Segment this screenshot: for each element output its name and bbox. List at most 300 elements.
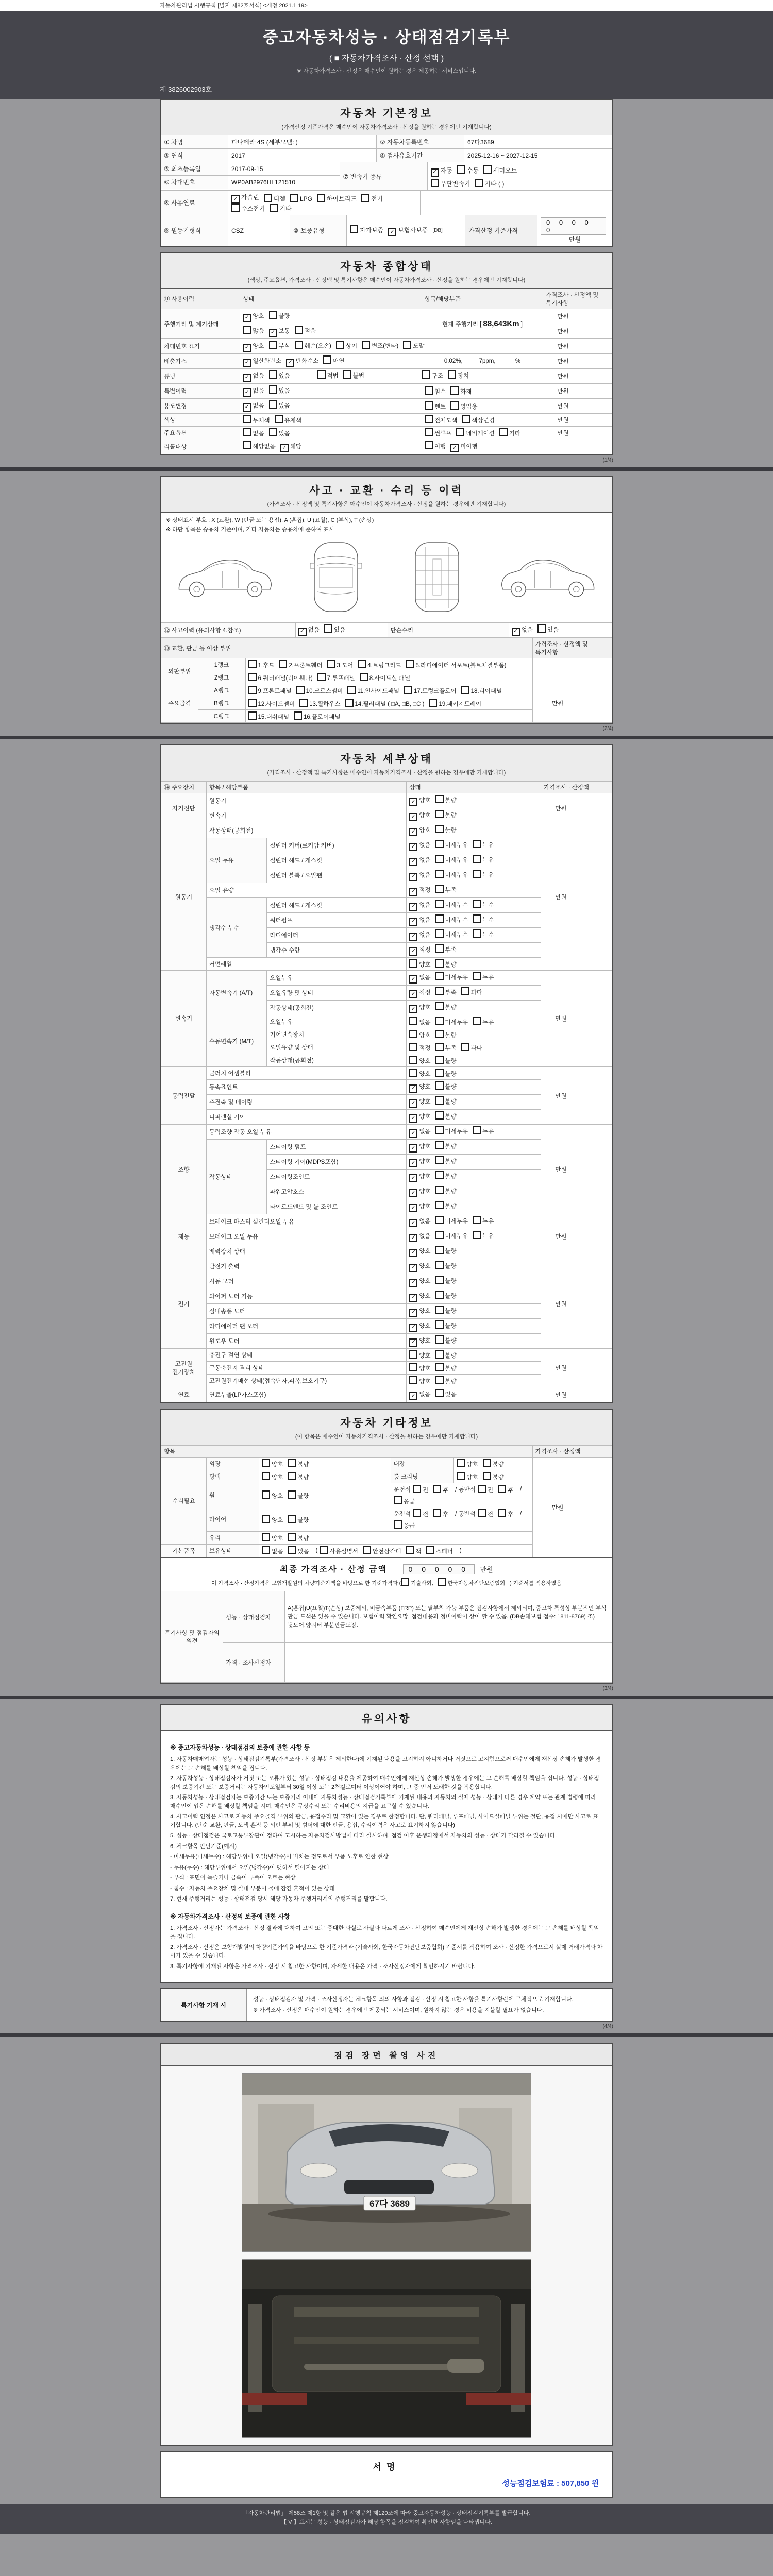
checkbox-option[interactable] [435,1017,468,1026]
note-line: 4. 사고이력 인정은 사고로 자동차 주요골격 부위의 판금, 용접수리 및 교환이 있는 경우로 한정합니다. 단, 쿼터패널, 루프패널, 사이드실패널 부위는 절단, 용접 시에만 사고로 표기합니다. (단순 교환, 판금, 도색 흔적 등 외판 부위 및 범퍼에 대한 판금, 용접, 수리이력은 사고로 표기하지 않습니다) [170,1814,598,1828]
checkbox-option[interactable] [262,1533,283,1543]
remark-cell [581,971,612,1067]
checkbox-option[interactable] [320,1546,358,1555]
state-options [407,1214,541,1229]
checkbox-label: 13.휠하우스 [309,701,341,707]
checkbox-label: 10.크로스멤버 [306,688,343,694]
table-row [161,1214,612,1229]
checkbox-option[interactable] [409,1172,430,1182]
checkbox-option[interactable] [409,1017,430,1026]
checkbox-option[interactable] [435,840,468,849]
checkbox-option[interactable] [435,1030,457,1039]
checkbox-option[interactable] [279,660,322,669]
checkbox-option[interactable] [388,226,428,236]
checkbox-option[interactable] [231,204,265,213]
group-label: 연료 [161,1387,207,1402]
checkbox-option[interactable] [473,972,494,981]
checkbox-option[interactable] [295,341,331,350]
checkbox-option[interactable] [448,370,469,380]
checkbox-option[interactable] [317,370,339,380]
checkbox-option[interactable] [435,1141,457,1150]
checkbox-option[interactable] [288,1515,309,1524]
checkbox-option[interactable] [409,1187,430,1197]
checkbox-option[interactable] [269,327,290,337]
checkbox-option[interactable] [288,1459,309,1468]
checkbox-label: 불량 [297,1493,309,1499]
checkbox-option[interactable] [435,1111,457,1121]
checkbox-option[interactable] [435,1320,457,1330]
remark-cell [583,684,612,723]
checkbox-option[interactable] [435,1056,457,1065]
checkbox-option[interactable] [409,1142,430,1153]
checkbox-option[interactable] [288,1546,309,1555]
reg-number-value: 67다3689 [464,135,612,148]
checkbox-option[interactable] [294,711,341,721]
checkbox-option[interactable] [435,1376,457,1385]
checkbox-option[interactable] [288,1472,309,1481]
checkbox-option[interactable] [409,1321,430,1332]
unchecked-checkbox-icon [324,624,332,633]
checkbox-option[interactable] [324,624,345,634]
checkbox-option[interactable] [435,795,457,804]
checkbox-option[interactable] [435,1246,457,1255]
price-cell: 만원 [543,339,583,354]
checkbox-option[interactable] [435,1276,457,1285]
checkbox-option[interactable] [270,204,291,213]
checkbox-option[interactable] [262,1515,283,1524]
checkbox-option[interactable] [431,179,470,188]
checkbox-option[interactable] [435,825,457,834]
checkbox-option[interactable] [243,312,264,322]
checkbox-option[interactable] [243,428,264,437]
checkbox-option[interactable] [243,441,275,450]
checkbox-option[interactable] [435,1171,457,1180]
checkbox-option[interactable] [409,886,430,896]
checkbox-option[interactable] [435,1069,457,1078]
checkbox-option[interactable] [360,673,410,682]
checkbox-option[interactable] [537,624,559,634]
checked-checkbox-icon: ✓ [409,843,417,851]
checkbox-option[interactable] [473,900,494,909]
checkbox-option[interactable] [433,1485,448,1494]
checkbox-option[interactable] [243,357,281,367]
checkbox-label: 있음 [278,373,290,379]
checkbox-option[interactable] [429,699,481,708]
checkbox-option[interactable] [435,944,457,954]
checkbox-option[interactable] [461,987,482,996]
checkbox-option[interactable] [435,900,468,909]
checkbox-option[interactable] [425,441,446,450]
table-row [161,1591,612,1643]
checkbox-option[interactable] [409,1069,430,1078]
checkbox-option[interactable] [358,660,401,669]
unchecked-checkbox-icon [435,810,444,818]
note-line: 성능 · 상태점검자 및 가격 · 조사산정자는 체크항목 외의 사항과 점검 · 산정 시 참고한 사항을 특기사항란에 구체적으로 기재합니다. [253,1996,574,2003]
checkbox-label: 양호 [419,1084,431,1090]
checkbox-label: 양호 [253,343,264,349]
checkbox-option[interactable] [409,1262,430,1272]
checked-checkbox-icon: ✓ [409,888,417,896]
checkbox-option[interactable] [425,415,457,425]
checkbox-label: 누유 [482,857,494,863]
checkbox-option[interactable] [409,988,430,998]
checkbox-option[interactable] [435,1335,457,1345]
checkbox-option[interactable] [413,1485,428,1494]
checkbox-option[interactable] [435,855,468,864]
checkbox-option[interactable] [450,401,477,411]
checkbox-option[interactable] [409,796,430,806]
other-info-table [161,1445,612,1557]
remark-cell [583,414,612,427]
checkbox-option[interactable] [243,342,264,352]
checkbox-option[interactable] [248,673,313,682]
checked-checkbox-icon: ✓ [243,344,251,352]
checkbox-option[interactable] [243,371,264,382]
checkbox-option[interactable] [361,194,383,203]
checkbox-option[interactable] [347,686,399,695]
checkbox-option[interactable] [403,341,424,350]
remark-cell [583,384,612,399]
checkbox-option[interactable] [409,811,430,821]
checkbox-option[interactable] [435,1261,457,1270]
checkbox-option[interactable] [435,1363,457,1372]
checkbox-option[interactable] [248,711,289,721]
checkbox-option[interactable] [248,686,292,695]
checkbox-option[interactable] [456,428,495,437]
unchecked-checkbox-icon [435,825,444,833]
checkbox-option[interactable] [435,870,468,879]
checkbox-option[interactable] [406,660,506,669]
unchecked-checkbox-icon [473,1216,481,1224]
checkbox-option[interactable] [288,1490,309,1500]
checkbox-option[interactable] [409,826,430,836]
checkbox-option[interactable] [473,1017,494,1026]
empty-cell [420,191,612,215]
checkbox-option[interactable] [435,929,468,939]
rank2-options [245,671,532,684]
checkbox-option[interactable] [409,973,430,984]
empty-cell [391,1532,532,1545]
basic-info-section [160,99,613,247]
checkbox-option[interactable] [422,370,443,380]
state-options [407,1304,541,1319]
unchecked-checkbox-icon [363,1546,371,1554]
checkbox-option[interactable] [409,1390,430,1400]
checkbox-option[interactable] [409,856,430,866]
page-separator [0,736,773,739]
checkbox-option[interactable] [243,415,270,425]
checkbox-option[interactable] [498,1485,513,1494]
checkbox-option[interactable] [409,1127,430,1138]
checkbox-option[interactable] [435,1231,468,1240]
sub-label: 오일 누유 [206,838,267,883]
checkbox-option[interactable] [461,1043,482,1052]
checkbox-option[interactable] [409,1157,430,1167]
checkbox-option[interactable] [362,341,398,350]
checkbox-option[interactable] [478,1485,493,1494]
checkbox-label: 유채색 [284,418,301,424]
inspection-period-label: ④ 검사유효기간 [376,149,464,162]
remark-cell [583,439,612,454]
checkbox-option[interactable] [406,1546,421,1555]
checkbox-option[interactable] [435,1216,468,1225]
checkbox-option[interactable] [435,972,468,981]
checkbox-option[interactable] [435,1096,457,1106]
accident-subtitle: (가격조사 · 산정액 및 특기사항은 매수인이 자동차가격조사 · 산정을 원하는 경우에만 기재합니다) [267,501,506,507]
checkbox-option[interactable] [435,1156,457,1165]
remark-cell [581,1387,612,1402]
checkbox-option[interactable] [243,326,264,335]
price-cell: 만원 [541,823,581,971]
checkbox-label: 있음 [278,403,290,409]
checkbox-option[interactable] [473,855,494,864]
checkbox-option[interactable] [435,1043,457,1052]
table-row [161,354,612,369]
checkbox-option[interactable] [409,1376,430,1385]
price-cell: 만원 [541,793,581,823]
checkbox-label: 부식 [278,343,290,349]
checkbox-option[interactable] [425,428,451,437]
checked-checkbox-icon: ✓ [243,403,251,412]
group-label: 조향 [161,1125,207,1214]
checkbox-option[interactable] [409,841,430,851]
checkbox-label: 기술사회, [411,1580,433,1586]
checkbox-option[interactable] [461,686,502,695]
checkbox-option[interactable] [409,916,430,926]
checkbox-option[interactable] [296,686,343,695]
checkbox-option[interactable] [275,415,301,425]
warranty-options [346,215,465,246]
checkbox-option[interactable] [409,1247,430,1257]
checkbox-option[interactable] [409,1292,430,1302]
checkbox-option[interactable] [438,1578,506,1587]
checked-checkbox-icon: ✓ [243,359,251,367]
checkbox-option[interactable] [409,901,430,911]
checkbox-option[interactable] [262,1490,283,1500]
checkbox-option[interactable] [327,660,353,669]
checkbox-option[interactable] [409,1056,430,1065]
checkbox-option[interactable] [288,1533,309,1543]
usage-change-options [240,399,422,414]
checkbox-label: 미세누유 [445,857,468,863]
item-label: 실린더 블록 / 오일팬 [267,868,407,883]
checkbox-option[interactable] [457,1472,478,1481]
checkbox-option[interactable] [462,415,494,425]
checkbox-option[interactable] [363,1546,401,1555]
exterior-options [259,1458,391,1470]
checkbox-option[interactable] [409,1112,430,1123]
checkbox-option[interactable] [435,1291,457,1300]
checkbox-option[interactable] [317,673,355,682]
checkbox-option[interactable] [473,1126,494,1136]
checkbox-option[interactable] [435,1389,457,1398]
checkbox-option[interactable] [298,625,320,636]
checkbox-option[interactable] [409,1043,430,1052]
note-line: 1. 가격조사 · 산정자는 가격조사 · 산정 결과에 대하여 고의 또는 중대한 과실로 사실과 다르게 조사 · 산정하여 매수인에게 재산상 손해가 발생한 경우에는 그 손해를 배상할 책임을 집니다. [170,1925,599,1940]
checkbox-option[interactable] [409,959,430,969]
checkbox-option[interactable] [435,914,468,924]
checkbox-option[interactable] [409,1003,430,1013]
checkbox-option[interactable] [345,699,425,708]
checkbox-option[interactable] [435,1081,457,1091]
unchecked-checkbox-icon [435,1111,444,1120]
checkbox-option[interactable] [409,1307,430,1317]
checkbox-option[interactable] [483,1472,504,1481]
checkbox-option[interactable] [336,341,357,350]
checkbox-option[interactable] [473,914,494,924]
checkbox-label: 무단변속기 [440,180,470,188]
checkbox-option[interactable] [483,165,517,175]
checkbox-option[interactable] [409,1336,430,1347]
checkbox-option[interactable] [269,341,290,350]
checkbox-option[interactable] [409,945,430,956]
checkbox-option[interactable] [262,1459,283,1468]
checkbox-option[interactable] [299,699,340,708]
checkbox-option[interactable] [425,386,446,396]
checkbox-option[interactable] [269,311,290,320]
checkbox-option[interactable] [401,1578,433,1587]
group-label: 고전원 전기장치 [161,1349,207,1387]
checkbox-option[interactable] [473,840,494,849]
table-row [161,1458,612,1470]
checkbox-option[interactable] [231,193,259,204]
checkbox-option[interactable] [409,1350,430,1360]
checkbox-option[interactable] [409,1030,430,1039]
checkbox-option[interactable] [426,1546,453,1555]
unchecked-checkbox-icon [409,959,417,968]
checkbox-option[interactable] [394,1520,415,1530]
group-label: 자기진단 [161,793,207,823]
checkbox-option[interactable] [435,1350,457,1360]
checkbox-label: 불량 [445,1338,457,1344]
checkbox-option[interactable] [409,1082,430,1093]
unchecked-checkbox-icon [269,428,277,436]
checkbox-option[interactable] [473,1231,494,1240]
detail-title: 자동차 세부상태 [340,753,433,765]
checkbox-option[interactable] [435,1126,468,1136]
unchecked-checkbox-icon [435,1056,444,1064]
checkbox-option[interactable] [435,885,457,894]
checkbox-option[interactable] [409,1232,430,1242]
unchecked-checkbox-icon [406,660,414,668]
checkbox-option[interactable] [264,194,285,203]
checkbox-option[interactable] [409,930,430,941]
checkbox-option[interactable] [483,1459,504,1468]
checkbox-option[interactable] [475,179,504,188]
checkbox-option[interactable] [435,1002,457,1011]
unchecked-checkbox-icon [317,370,326,379]
checkbox-option[interactable] [478,1509,493,1518]
checkbox-option[interactable] [290,194,312,202]
checkbox-option[interactable] [435,987,457,996]
state-options [407,808,541,823]
state-options [407,1375,541,1387]
state-options [407,1170,541,1184]
checkbox-option[interactable] [409,1097,430,1108]
table-row [161,638,612,658]
checkbox-option[interactable] [243,386,264,397]
checkbox-option[interactable] [409,1202,430,1212]
checkbox-label: 있음 [278,431,290,437]
checkbox-option[interactable] [248,660,275,669]
checkbox-option[interactable] [435,1306,457,1315]
item-label: 오일유량 및 상태 [267,986,407,1001]
checkbox-option[interactable] [435,1201,457,1210]
checkbox-option[interactable] [473,870,494,879]
checkbox-label: 불량 [445,1204,457,1210]
checkbox-option[interactable] [512,625,533,636]
checkbox-option[interactable] [262,1472,283,1481]
checkbox-option[interactable] [343,370,364,380]
checkbox-option[interactable] [317,194,357,203]
checkbox-label: 불량 [445,1159,457,1165]
checkbox-label: 없음 [419,932,431,938]
checkbox-option[interactable] [409,871,430,881]
checkbox-option[interactable] [435,959,457,969]
checkbox-option[interactable] [450,386,472,396]
checkbox-option[interactable] [323,355,344,365]
unchecked-checkbox-icon [435,885,444,893]
checkbox-option[interactable] [394,1496,415,1505]
checked-checkbox-icon: ✓ [409,1129,417,1138]
checkbox-option[interactable] [269,400,290,410]
checkbox-option[interactable] [435,810,457,819]
unchecked-checkbox-icon [473,1017,481,1025]
checkbox-option[interactable] [248,699,295,708]
checkbox-label: 불량 [445,1308,457,1314]
checkbox-option[interactable] [450,442,477,452]
checkbox-option[interactable] [262,1546,283,1555]
checkbox-option[interactable] [350,225,383,234]
state-options [407,1229,541,1244]
checkbox-option[interactable] [280,442,301,452]
checkbox-option[interactable] [295,326,316,335]
checkbox-option[interactable] [435,1186,457,1195]
unchecked-checkbox-icon [435,1291,444,1299]
photos-title: 점검 장면 촬영 사진 [161,2044,612,2066]
checkbox-option[interactable] [404,686,457,695]
unchecked-checkbox-icon [401,1578,409,1586]
checkbox-option[interactable] [269,385,290,395]
checkbox-option[interactable] [457,1459,478,1468]
checkbox-option[interactable] [425,401,446,411]
checkbox-option[interactable] [457,165,479,175]
checkbox-option[interactable] [413,1509,428,1518]
checkbox-option[interactable] [499,428,520,437]
unchecked-checkbox-icon [288,1490,296,1499]
checkbox-option[interactable] [409,1217,430,1227]
checkbox-option[interactable] [431,166,452,177]
checkbox-option[interactable] [409,1277,430,1287]
checkbox-option[interactable] [286,357,318,367]
unchecked-checkbox-icon [483,1459,491,1467]
item-label: 실린더 헤드 / 개스킷 [267,853,407,868]
checkbox-option[interactable] [269,370,290,380]
checkbox-option[interactable] [473,1216,494,1225]
checkbox-label: 누유 [482,1218,494,1225]
checkbox-option[interactable] [243,401,264,412]
checkbox-option[interactable] [433,1509,448,1518]
checkbox-option[interactable] [409,1363,430,1372]
checkbox-label: 부족 [445,990,457,996]
main-option-options [240,427,422,439]
checkbox-option[interactable] [498,1509,513,1518]
checkbox-label: 양호 [419,1248,431,1255]
checkbox-option[interactable] [269,428,290,437]
mileage-label: 주행거리 및 계기상태 [161,309,240,339]
checkbox-option[interactable] [473,929,494,939]
unchecked-checkbox-icon [288,1515,296,1523]
